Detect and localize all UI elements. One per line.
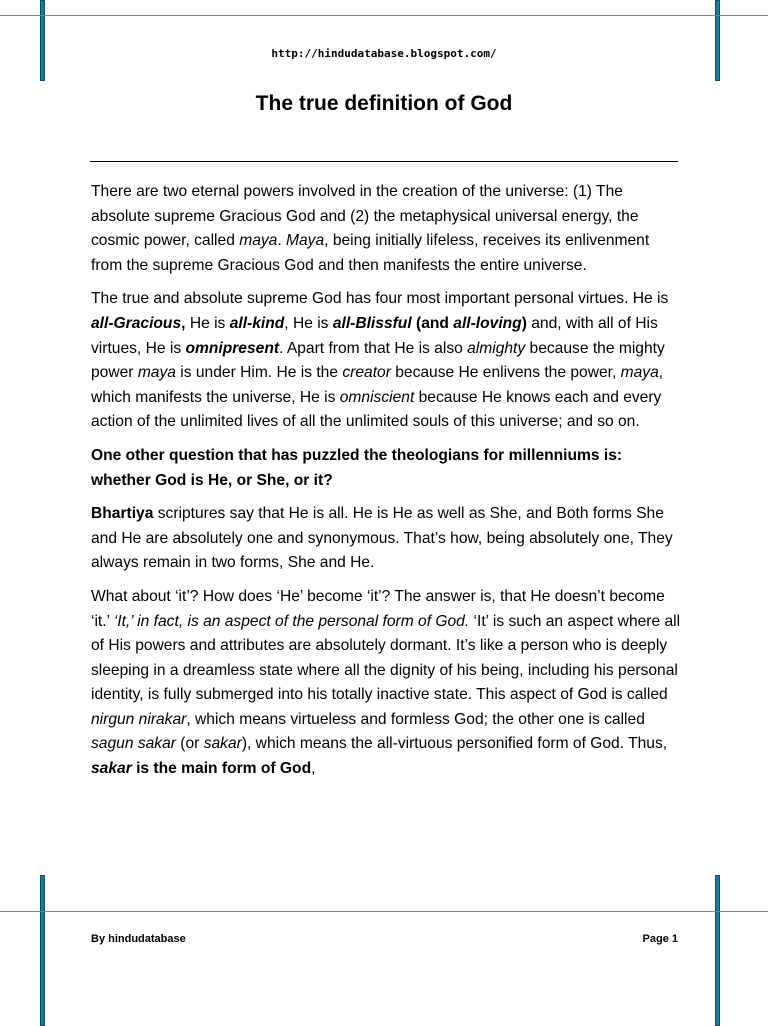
footer-rule bbox=[0, 911, 768, 912]
paragraph-1: There are two eternal powers involved in the creation of the universe: (1) The absolute supreme Gracious God and (2) the metaphysical universal energy, the cosmic power, called maya. Maya, being initially lifeless, receives its enlivenment from the supreme Gracious God and then manifests the entire universe. bbox=[91, 183, 650, 274]
decorative-bar-bottom-right bbox=[715, 875, 720, 1026]
decorative-bar-top-left bbox=[40, 0, 45, 81]
header-rule bbox=[0, 15, 768, 16]
paragraph-4: Bhartiya scriptures say that He is all. He is He as well as She, and Both forms She and He are absolutely one and synonymous. That’s how, being absolutely one, They always remain in two forms, She and He. bbox=[91, 505, 673, 572]
footer-page-number: Page 1 bbox=[642, 933, 678, 945]
document-body bbox=[91, 180, 681, 791]
paragraph-2: The true and absolute supreme God has four most important personal virtues. He is all-Gracious, He is all-kind, He is all-Blissful (and all-loving) and, with all of His virtues, He is omnipresent. Apart from that He is also almighty because the mighty power maya is under Him. He is the creator because He enlivens the power, maya, which manifests the universe, He is omniscient because He knows each and every action of the unlimited lives of all the unlimited souls of this universe; and so on. bbox=[91, 290, 669, 431]
footer-author: By hindudatabase bbox=[91, 933, 186, 945]
header-url[interactable]: http://hindudatabase.blogspot.com/ bbox=[271, 47, 497, 60]
paragraph-5: What about ‘it’? How does ‘He’ become ‘it’? The answer is, that He doesn’t become ‘it.’ ‘It,’ in fact, is an aspect of the personal form of God. ‘It’ is such an aspect where all of His powers and attributes are absolutely dormant. It’s like a person who is deeply sleeping in a dreamless state where all the dignity of his being, including his personal identity, is fully submerged into his totally inactive state. This aspect of God is called nirgun nirakar, which means virtueless and formless God; the other one is called sagun sakar (or sakar), which means the all-virtuous personified form of God. Thus, sakar is the main form of God, bbox=[91, 587, 681, 778]
title-divider bbox=[90, 161, 678, 162]
decorative-bar-top-right bbox=[715, 0, 720, 81]
decorative-bar-bottom-left bbox=[40, 875, 45, 1026]
paragraph-3-question: One other question that has puzzled the theologians for millenniums is: whether God is He, or She, or it? bbox=[91, 446, 623, 489]
page-title: The true definition of God bbox=[255, 92, 513, 115]
